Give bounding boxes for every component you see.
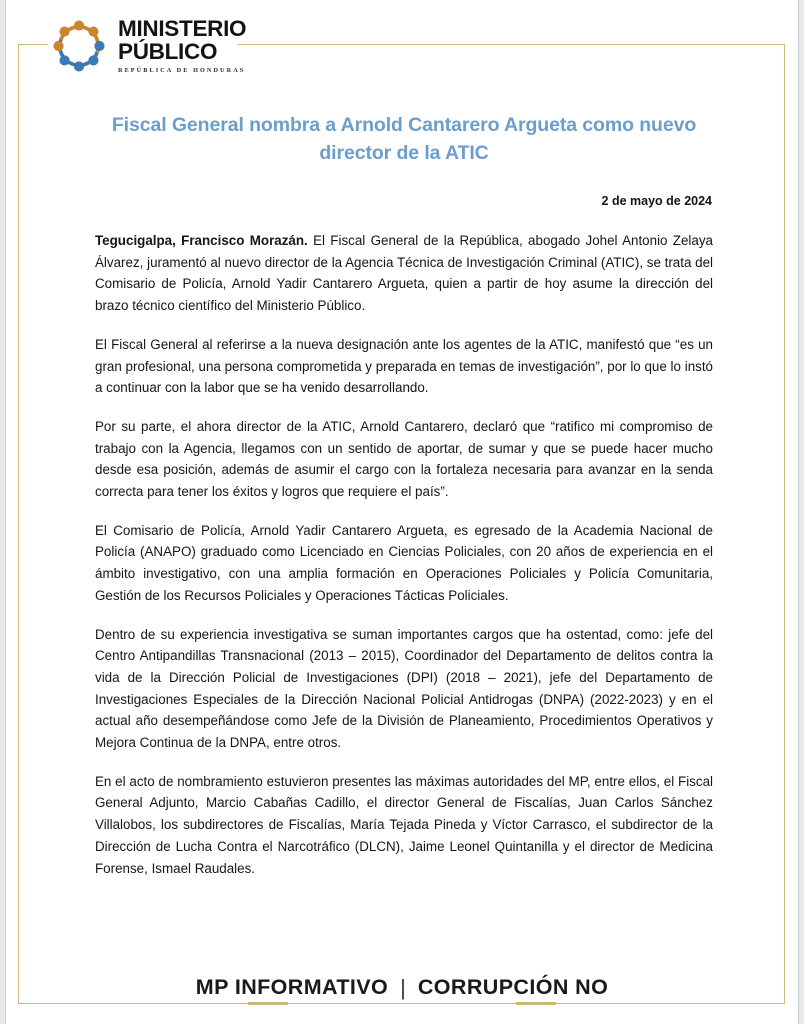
document-header	[0, 0, 804, 92]
organization-name-line1: MINISTERIO	[118, 15, 247, 41]
dateline: Tegucigalpa, Francisco Morazán.	[95, 233, 308, 248]
document-footer	[0, 962, 804, 1024]
paragraph-4: El Comisario de Policía, Arnold Yadir Cantarero Argueta, es egresado de la Academia Nacional de Policía (ANAPO) graduado como Licenciado en Ciencias Policiales, con 20 años de experiencia en el ámbito investigativo, con una amplia formación en Operaciones Policiales y Policía Comunitaria, Gestión de los Recursos Policiales y Operaciones Tácticas Policiales.	[95, 522, 713, 603]
organization-logo	[48, 6, 247, 86]
paragraph-1	[95, 230, 713, 317]
article-body	[95, 230, 713, 896]
paragraph-1-text: El Fiscal General de la República, abogado Johel Antonio Zelaya Álvarez, juramentó al nuevo director de la Agencia Técnica de Investigación Criminal (ATIC), se trata del Comisario de Policía, Arnold Yadir Cantarero Argueta, quien a partir de hoy asume la dirección del brazo técnico científico del Ministerio Público.	[95, 233, 714, 314]
circle-of-people-icon	[48, 15, 110, 77]
organization-wordmark	[118, 15, 247, 74]
footer-inner	[180, 974, 624, 1000]
organization-name-line2: PÚBLICO	[118, 39, 218, 65]
footer-left-text: MP INFORMATIVO	[195, 975, 389, 999]
page-edge-left	[0, 0, 6, 1024]
paragraph-5: Dentro de su experiencia investigativa se suman importantes cargos que ha ostentad, como: jefe del Centro Antipandillas Transnacional (2013 – 2015), Coordinador del Departamento de delitos contra la vida de la Dirección Policial de Investigaciones (DPI) (2018 – 2021), jefe del Departamento de Investigaciones Especiales de la Dirección Nacional Policial Antidrogas (DNPA) (2022-2023) y en el actual año desempeñándose como Jefe de la División de Planeamiento, Procedimientos Operativos y Mejora Continua de la DNPA, entre otros.	[95, 626, 713, 751]
paragraph-6: En el acto de nombramiento estuvieron presentes las máximas autoridades del MP, entre ellos, el Fiscal General Adjunto, Marcio Cabañas Cadillo, el director General de Fiscalías, Juan Carlos Sánchez Villalobos, los subdirectores de Fiscalías, María Tejada Pineda y Víctor Carrasco, el subdirector de la Dirección de Lucha Contra el Narcotráfico (DLCN), Jaime Leonel Quintanilla y el director de Medicina Forense, Ismael Raudales.	[95, 773, 713, 876]
paragraph-2: El Fiscal General al referirse a la nueva designación ante los agentes de la ATIC, manifestó que “es un gran profesional, una persona comprometida y preparada en temas de investigación”, por lo que lo instó a continuar con la labor que se ha venido desarrollando.	[95, 336, 713, 396]
page-edge-right	[798, 0, 804, 1024]
paragraph-3: Por su parte, el ahora director de la ATIC, Arnold Cantarero, declaró que “ratifico mi compromiso de trabajo con la Agencia, llegamos con un sentido de aportar, de sumar y que se puede hacer mucho desde esa posición, además de asumir el cargo con la fortaleza necesaria para avanzar en la senda correcta para tener los éxitos y logros que requiere el país”.	[95, 418, 713, 500]
footer-right-text: CORRUPCIÓN NO	[417, 975, 609, 999]
footer-separator: |	[400, 975, 406, 1000]
organization-subtitle: REPÚBLICA DE HONDURAS	[118, 66, 246, 74]
publication-date: 2 de mayo de 2024	[601, 194, 712, 208]
page-title: Fiscal General nombra a Arnold Cantarero Argueta como nuevo director de la ATIC	[111, 114, 697, 164]
